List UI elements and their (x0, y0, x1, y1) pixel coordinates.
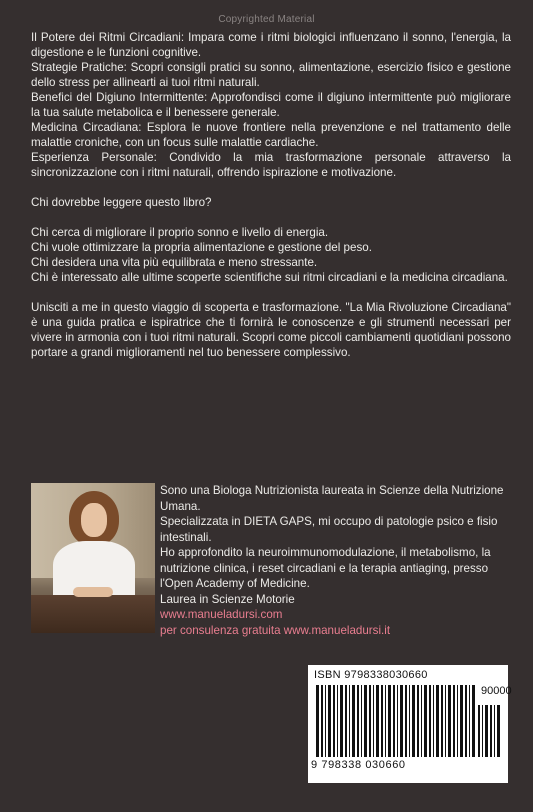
audience-item: Chi cerca di migliorare il proprio sonno e livello di energia. (31, 226, 329, 239)
back-cover-text (31, 30, 511, 360)
isbn-barcode (308, 665, 512, 783)
bio-line: Laurea in Scienze Motorie (160, 592, 295, 606)
consult-link[interactable]: per consulenza gratuita www.manueladursi.it (160, 623, 391, 637)
isbn-label: ISBN 9798338030660 (314, 669, 428, 681)
audience-question: Chi dovrebbe leggere questo libro? (31, 196, 212, 209)
audience-item: Chi desidera una vita più equilibrata e meno stressante. (31, 256, 318, 269)
feature-item: Il Potere dei Ritmi Circadiani: Impara come i ritmi biologici influenzano il sonno, l'energia, la digestione e le funzioni cognitive. (31, 31, 511, 59)
feature-item: Esperienza Personale: Condivido la mia trasformazione personale attraverso la sincronizzazione con i ritmi naturali, offrendo ispirazione e motivazione. (31, 151, 511, 179)
barcode-digits: 9 798338 030660 (311, 759, 406, 771)
author-photo (31, 483, 155, 633)
bio-line: Ho approfondito la neuroimmunomodulazione, il metabolismo, la nutrizione clinica, i reset circadiani e la terapia antiaging, presso l'Open Academy of Medicine. (160, 546, 491, 590)
author-bio (160, 483, 510, 638)
website-link[interactable]: www.manueladursi.com (160, 608, 283, 621)
audience-item: Chi è interessato alle ultime scoperte scientifiche sui ritmi circadiani e la medicina circadiana. (31, 271, 508, 284)
copyright-watermark: Copyrighted Material (218, 14, 315, 25)
audience-item: Chi vuole ottimizzare la propria alimentazione e gestione del peso. (31, 241, 372, 254)
feature-item: Benefici del Digiuno Intermittente: Approfondisci come il digiuno intermittente può migliorare la tua salute metabolica e il benessere generale. (31, 91, 511, 119)
bio-line: Specializzata in DIETA GAPS, mi occupo di patologie psico e fisio intestinali. (160, 515, 498, 544)
barcode-bars-addon (478, 705, 502, 757)
barcode-bars-main (316, 685, 476, 757)
barcode-addon-digits: 90000 (481, 685, 512, 697)
bio-line: Sono una Biologa Nutrizionista laureata in Scienze della Nutrizione Umana. (160, 484, 504, 513)
feature-item: Strategie Pratiche: Scopri consigli pratici su sonno, alimentazione, esercizio fisico e gestione dello stress per allinearti ai tuoi ritmi naturali. (31, 61, 511, 89)
feature-item: Medicina Circadiana: Esplora le nuove frontiere nella prevenzione e nel trattamento delle malattie croniche, con un focus sulle malattie cardiache. (31, 121, 511, 149)
invitation-paragraph: Unisciti a me in questo viaggio di scoperta e trasformazione. "La Mia Rivoluzione Circadiana" è una guida pratica e ispiratrice che ti fornirà le conoscenze e gli strumenti necessari per vivere in armonia con i tuoi ritmi naturali. Scopri come piccoli cambiamenti quotidiani possono portare a grandi miglioramenti nel tuo benessere complessivo. (31, 301, 511, 359)
